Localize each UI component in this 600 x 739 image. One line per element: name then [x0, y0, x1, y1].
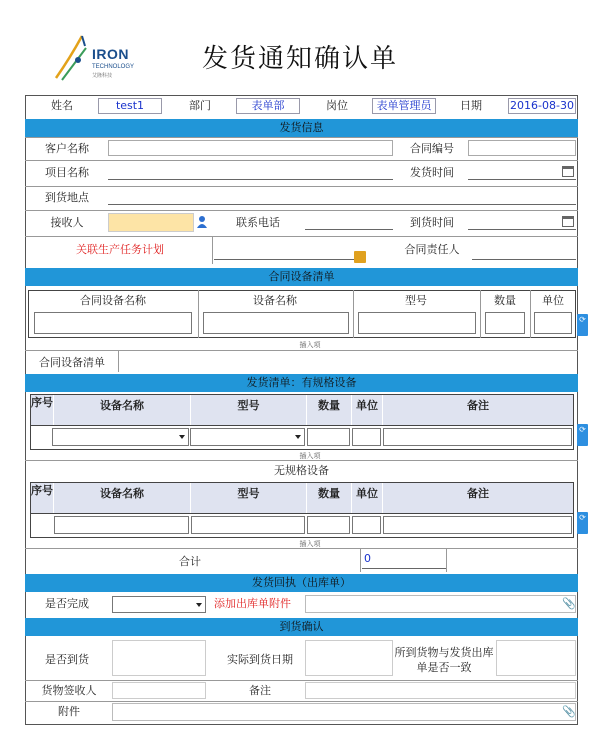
- match-label: 所到货物与发货出库单是否一致: [394, 646, 494, 674]
- remark-label: 备注: [249, 684, 271, 697]
- add-attachment-link[interactable]: 添加出库单附件: [214, 597, 291, 610]
- page-title: 发货通知确认单: [201, 44, 398, 74]
- project-label: 项目名称: [45, 166, 89, 179]
- contract-summary-label: 合同设备清单: [39, 356, 105, 369]
- insert-row-link[interactable]: 插入项: [299, 341, 321, 349]
- dept-field[interactable]: 表单部: [236, 98, 300, 114]
- arrived-input[interactable]: [112, 640, 206, 676]
- receiver-label: 接收人: [50, 216, 84, 229]
- customer-input[interactable]: [108, 140, 393, 156]
- logo-sub2: 艾隆科技: [92, 73, 113, 79]
- nospec-qty-input[interactable]: [307, 516, 350, 534]
- col-qty: 数量: [482, 292, 528, 308]
- attachment-label: 附件: [58, 705, 80, 718]
- nospec-col-name: 设备名称: [54, 483, 190, 513]
- refresh-icon-2[interactable]: ⟳: [577, 424, 588, 446]
- project-input[interactable]: [108, 164, 393, 180]
- post-field[interactable]: 表单管理员: [372, 98, 436, 114]
- spec-model-select[interactable]: [190, 428, 305, 446]
- paperclip-icon[interactable]: 📎: [562, 597, 576, 610]
- spec-col-remark: 备注: [383, 395, 573, 425]
- date-label: 日期: [460, 99, 482, 112]
- section-no-spec: 无规格设备: [274, 464, 329, 477]
- arrival-place-input[interactable]: [108, 189, 576, 205]
- nospec-col-remark: 备注: [383, 483, 573, 513]
- name-label: 姓名: [51, 99, 73, 112]
- contract-device-input[interactable]: [34, 312, 192, 334]
- col-contract-device: 合同设备名称: [30, 292, 196, 308]
- customer-label: 客户名称: [45, 142, 89, 155]
- signer-label: 货物签收人: [41, 684, 97, 697]
- attachment-field[interactable]: [112, 703, 576, 721]
- actual-date-input[interactable]: [305, 640, 393, 676]
- match-input[interactable]: [496, 640, 576, 676]
- receiver-input[interactable]: [108, 213, 194, 232]
- arrival-time-input[interactable]: [468, 214, 576, 230]
- actual-date-label: 实际到货日期: [227, 653, 293, 666]
- calendar-icon-2[interactable]: [562, 216, 574, 227]
- dept-label: 部门: [189, 99, 211, 112]
- related-plan-link[interactable]: 关联生产任务计划: [76, 243, 164, 256]
- done-label: 是否完成: [45, 597, 89, 610]
- spec-remark-input[interactable]: [383, 428, 572, 446]
- arrival-time-label: 到货时间: [410, 216, 454, 229]
- done-select[interactable]: [112, 596, 206, 613]
- date-field[interactable]: 2016-08-30: [508, 98, 576, 114]
- spec-device-select[interactable]: [52, 428, 189, 446]
- device-name-input[interactable]: [203, 312, 349, 334]
- col-model: 型号: [356, 292, 476, 308]
- user-picker-icon[interactable]: [196, 215, 208, 229]
- calendar-icon[interactable]: [562, 166, 574, 177]
- arrived-label: 是否到货: [45, 653, 89, 666]
- total-label: 合计: [179, 555, 201, 568]
- name-field[interactable]: test1: [98, 98, 162, 114]
- paperclip-icon-2[interactable]: 📎: [562, 705, 576, 718]
- ship-time-input[interactable]: [468, 164, 576, 180]
- unit-input[interactable]: [534, 312, 572, 334]
- remark-input[interactable]: [305, 682, 576, 699]
- post-label: 岗位: [326, 99, 348, 112]
- spec-col-model: 型号: [191, 395, 306, 425]
- section-spec-list: 发货清单：有规格设备: [25, 374, 578, 392]
- model-input[interactable]: [358, 312, 476, 334]
- company-logo: [52, 28, 152, 88]
- insert-row-link-2[interactable]: 插入项: [299, 452, 321, 460]
- logo-sub: TECHNOLOGY: [92, 64, 135, 70]
- phone-label: 联系电话: [236, 216, 280, 229]
- logo-brand: IRON: [92, 46, 129, 62]
- phone-input[interactable]: [305, 214, 393, 230]
- spec-qty-input[interactable]: [307, 428, 350, 446]
- col-unit: 单位: [532, 292, 574, 308]
- total-value: 0: [362, 551, 446, 569]
- refresh-icon-3[interactable]: ⟳: [577, 512, 588, 534]
- refresh-icon[interactable]: ⟳: [577, 314, 588, 336]
- signer-input[interactable]: [112, 682, 206, 699]
- contract-no-input[interactable]: [468, 140, 576, 156]
- nospec-remark-input[interactable]: [383, 516, 572, 534]
- related-plan-input[interactable]: [214, 242, 366, 260]
- insert-row-link-3[interactable]: 插入项: [299, 540, 321, 548]
- nospec-col-unit: 单位: [352, 483, 382, 513]
- col-device-name: 设备名称: [200, 292, 350, 308]
- nospec-unit-input[interactable]: [352, 516, 381, 534]
- nospec-col-no: 序号: [31, 483, 53, 513]
- nospec-name-input[interactable]: [54, 516, 189, 534]
- spec-col-unit: 单位: [352, 395, 382, 425]
- contract-no-label: 合同编号: [410, 142, 454, 155]
- spec-col-name: 设备名称: [54, 395, 190, 425]
- qty-input[interactable]: [485, 312, 525, 334]
- section-arrival: 到货确认: [25, 618, 578, 636]
- spec-col-no: 序号: [31, 395, 53, 425]
- spec-col-qty: 数量: [307, 395, 351, 425]
- contract-owner-input[interactable]: [472, 242, 576, 260]
- nospec-model-input[interactable]: [191, 516, 305, 534]
- section-ship-info: 发货信息: [25, 119, 578, 137]
- spec-unit-input[interactable]: [352, 428, 381, 446]
- section-receipt: 发货回执（出库单）: [25, 574, 578, 592]
- contract-owner-label: 合同责任人: [404, 243, 460, 256]
- arrival-place-label: 到货地点: [45, 191, 89, 204]
- nospec-col-qty: 数量: [307, 483, 351, 513]
- nospec-col-model: 型号: [191, 483, 306, 513]
- section-contract-list: 合同设备清单: [25, 268, 578, 286]
- plan-picker-icon[interactable]: [354, 251, 366, 263]
- receipt-attach-field[interactable]: [305, 595, 576, 613]
- ship-time-label: 发货时间: [410, 166, 454, 179]
